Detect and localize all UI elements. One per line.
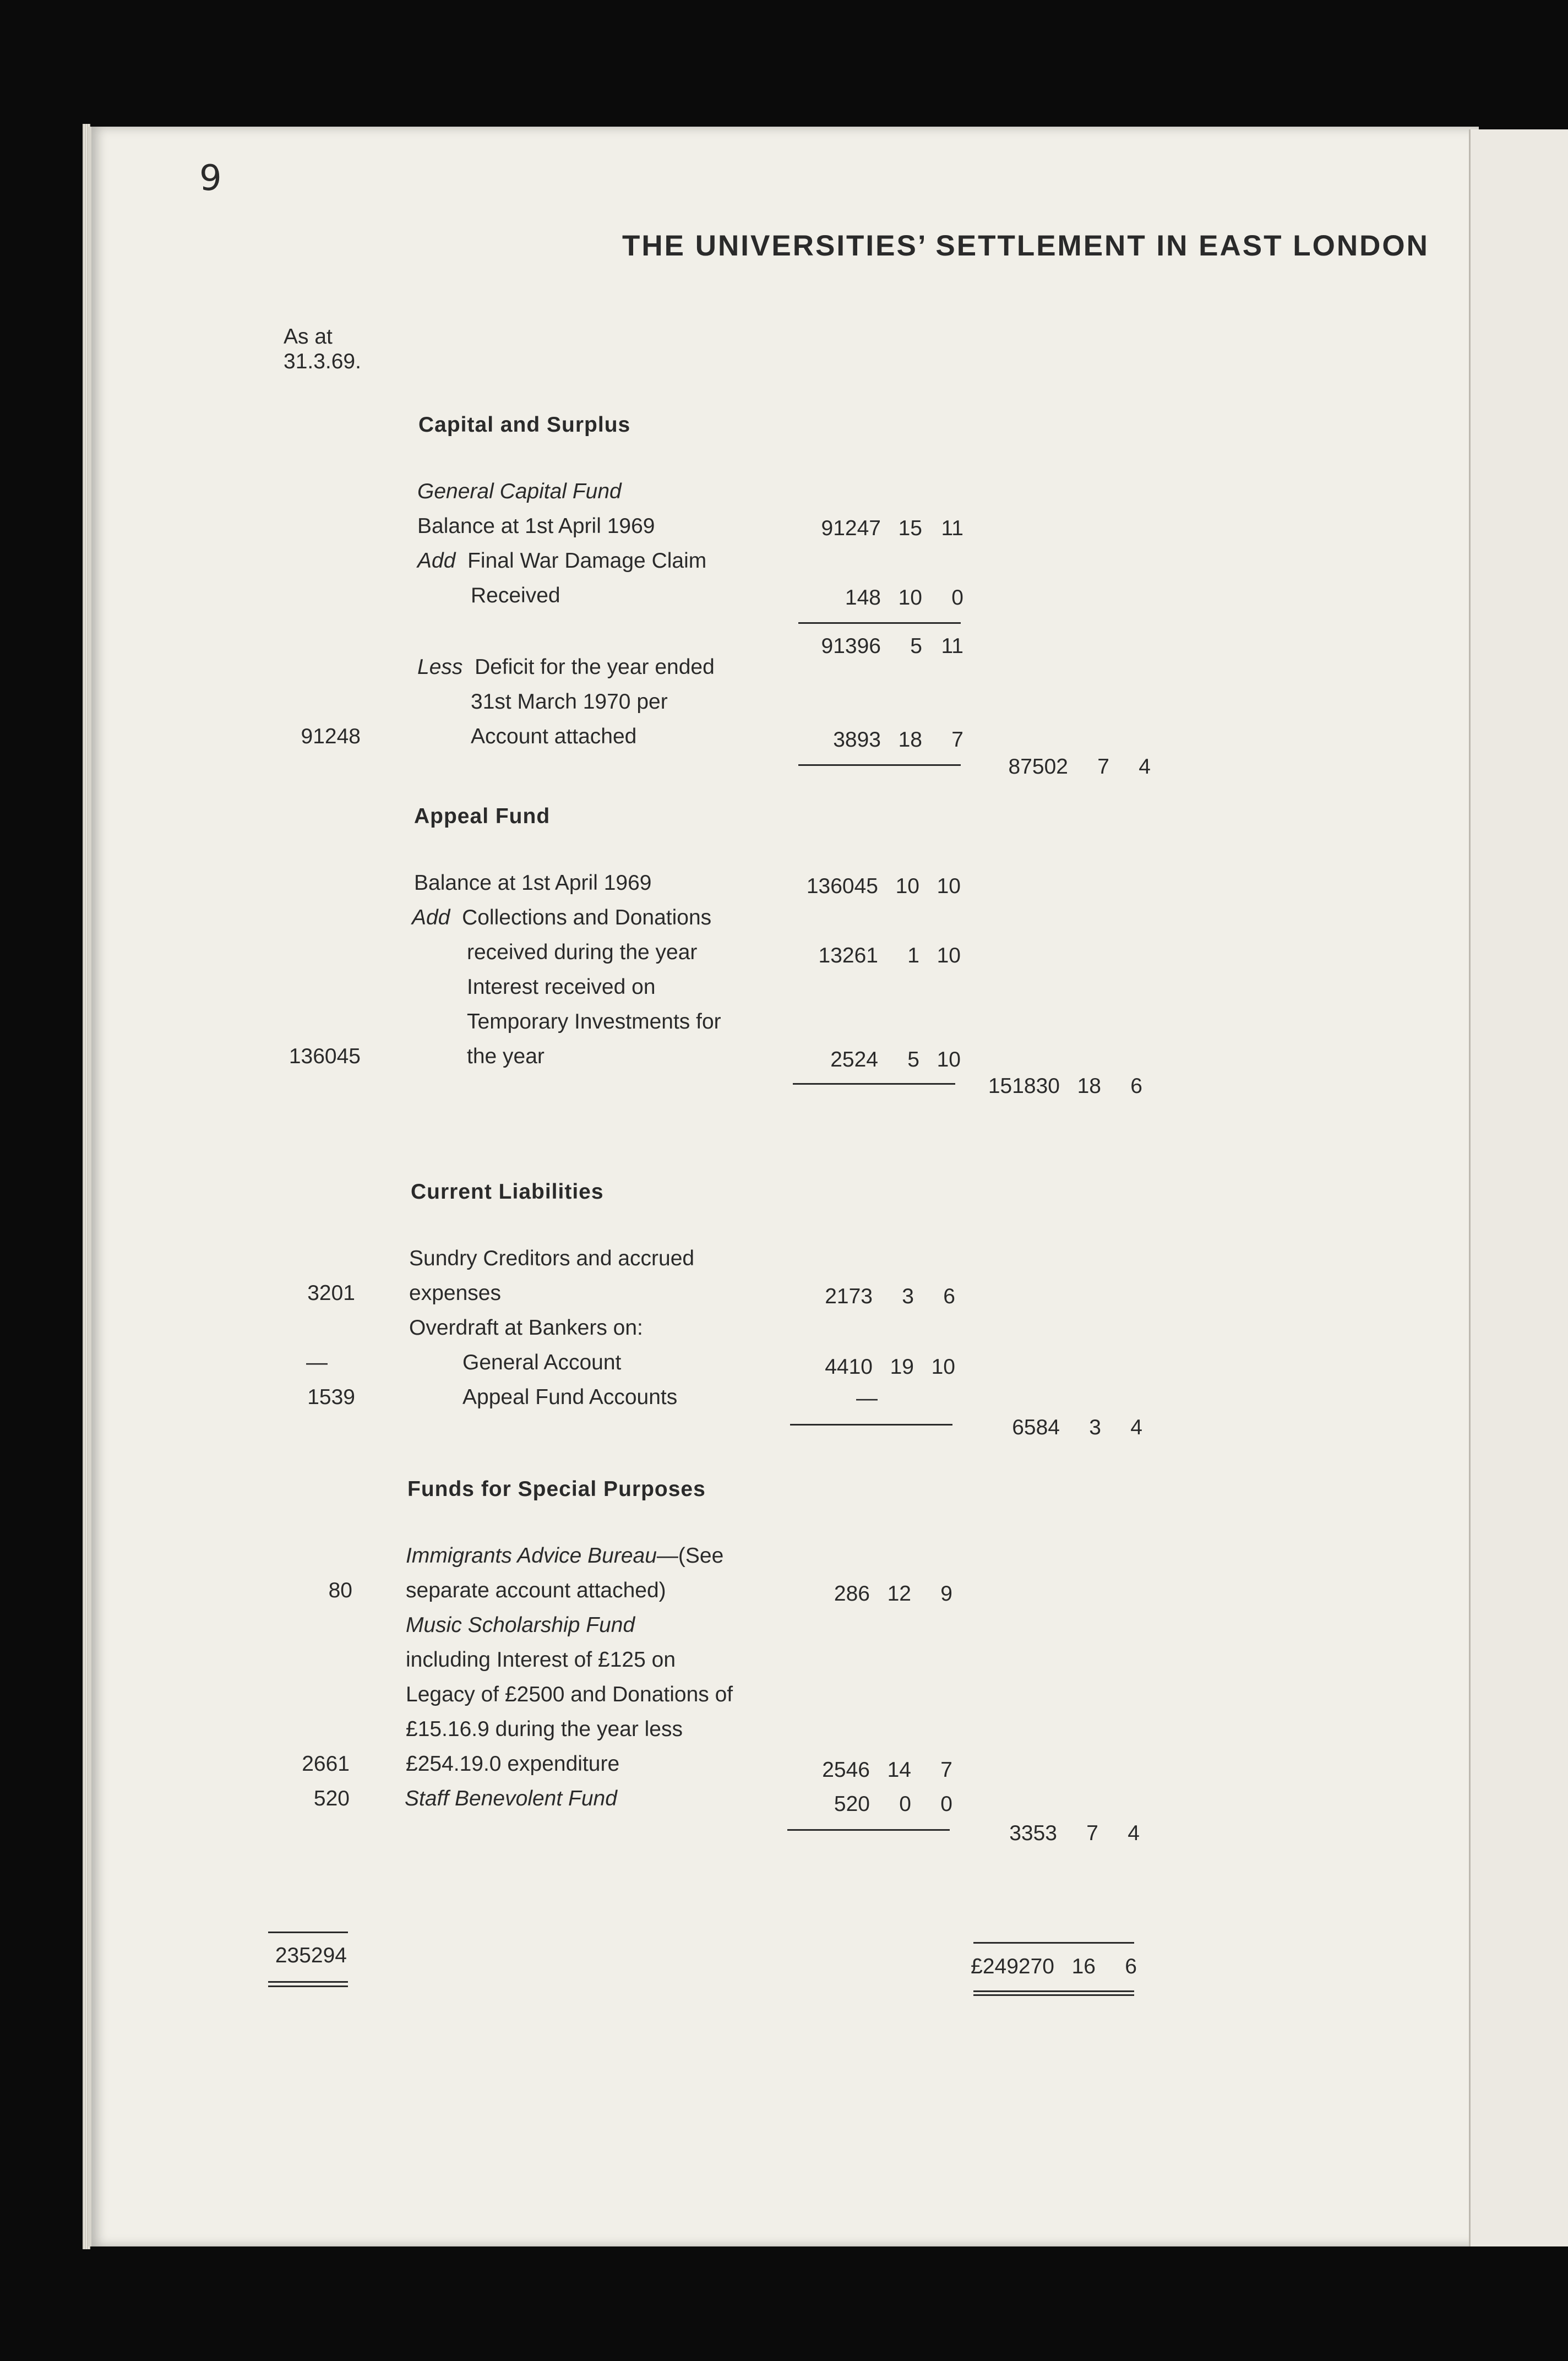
pence: 6 <box>1125 1955 1137 1978</box>
as-at-label: As at <box>284 325 333 349</box>
amount-row <box>776 1356 955 1378</box>
shillings: 7 <box>1097 755 1109 779</box>
amount-row <box>774 1759 952 1781</box>
capital-line3b: 31st March 1970 per <box>471 690 668 714</box>
pounds: 91247 <box>821 516 881 540</box>
rule <box>973 1942 1134 1944</box>
as-at-date: 31.3.69. <box>284 350 361 373</box>
pounds: 6584 <box>1012 1416 1060 1439</box>
amount-row <box>793 587 963 608</box>
shillings: 1 <box>907 944 919 967</box>
add-word: Add <box>417 549 456 573</box>
shillings: 12 <box>887 1582 911 1606</box>
capital-fund-title: General Capital Fund <box>417 480 622 503</box>
pence: 7 <box>951 728 963 752</box>
pounds: 3893 <box>833 728 881 752</box>
special-line4: Legacy of £2500 and Donations of <box>406 1683 733 1706</box>
rule <box>268 1985 348 1987</box>
pounds: 2524 <box>830 1048 878 1071</box>
pence: 6 <box>1130 1074 1142 1098</box>
shillings: 5 <box>907 1048 919 1071</box>
prior-appeal-overdraft: 1539 <box>307 1385 355 1409</box>
current-line2: Overdraft at Bankers on: <box>409 1316 643 1340</box>
add-word: Add <box>412 906 450 929</box>
shillings: 18 <box>898 728 922 752</box>
amount-row <box>782 945 961 966</box>
shillings: 15 <box>898 516 922 540</box>
prior-general: — <box>306 1351 328 1374</box>
amount-row <box>793 729 963 750</box>
amount-row <box>774 1583 952 1604</box>
current-line1a: Sundry Creditors and accrued <box>409 1247 695 1270</box>
shillings: 7 <box>1086 1821 1098 1845</box>
staff-fund-title: Staff Benevolent Fund <box>405 1787 617 1810</box>
appeal-line2a: Collections and Donations <box>462 906 712 929</box>
shillings: 3 <box>1089 1416 1101 1439</box>
pence: 9 <box>940 1582 952 1606</box>
immigrants-fund-title: Immigrants Advice Bureau <box>406 1544 657 1568</box>
prior-staff: 520 <box>313 1787 350 1810</box>
special-line6: £254.19.0 expenditure <box>406 1752 620 1776</box>
pounds: 286 <box>834 1582 870 1606</box>
total-row <box>980 756 1151 777</box>
total-row <box>958 1075 1142 1097</box>
pence: 10 <box>937 1048 961 1071</box>
pounds: 3353 <box>1009 1821 1057 1845</box>
amount-row <box>774 1793 952 1815</box>
pence: 4 <box>1139 755 1151 779</box>
pence: 10 <box>937 944 961 967</box>
shillings: 10 <box>898 586 922 610</box>
prior-immigrants: 80 <box>328 1579 352 1602</box>
capital-line2b: Received <box>471 584 560 607</box>
shillings: 16 <box>1071 1955 1096 1978</box>
special-line1b: separate account attached) <box>406 1579 666 1602</box>
music-fund-title: Music Scholarship Fund <box>406 1613 635 1637</box>
section-heading-appeal: Appeal Fund <box>414 804 551 828</box>
prior-creditors: 3201 <box>307 1281 355 1305</box>
appeal-line2b: received during the year <box>467 940 698 964</box>
pence: 0 <box>951 586 963 610</box>
pounds: 91396 <box>821 634 881 658</box>
pence: 10 <box>937 874 961 898</box>
shillings: 5 <box>910 634 922 658</box>
capital-line2a: Final War Damage Claim <box>467 549 707 573</box>
rule <box>268 1932 348 1933</box>
current-line4: Appeal Fund Accounts <box>462 1385 678 1409</box>
current-line3: General Account <box>462 1351 622 1374</box>
shillings: 19 <box>890 1355 914 1379</box>
see-note: —(See <box>656 1544 724 1568</box>
shillings: 10 <box>895 874 919 898</box>
pounds: 136045 <box>806 874 878 898</box>
pence: 10 <box>931 1355 955 1379</box>
pence: 7 <box>940 1758 952 1782</box>
amount-row <box>776 1286 955 1307</box>
pounds: 13261 <box>818 944 878 967</box>
document-page <box>88 127 1479 2246</box>
pence: 6 <box>943 1285 955 1308</box>
rule <box>268 1981 348 1983</box>
amount-row <box>782 1049 961 1070</box>
section-heading-capital: Capital and Surplus <box>418 413 631 437</box>
total-row <box>974 1417 1142 1438</box>
pence: 11 <box>941 516 963 540</box>
appeal-line3a: Interest received on <box>467 975 656 999</box>
rule <box>790 1424 952 1426</box>
section-heading-current: Current Liabilities <box>411 1180 604 1204</box>
rule <box>787 1829 950 1831</box>
page-number: 9 <box>199 158 222 199</box>
capital-line3a: Deficit for the year ended <box>475 655 715 679</box>
total-row <box>972 1823 1140 1844</box>
less-word: Less <box>417 655 463 679</box>
pounds: £249270 <box>971 1955 1054 1978</box>
capital-line1: Balance at 1st April 1969 <box>417 514 655 538</box>
shillings: 14 <box>887 1758 911 1782</box>
pounds: 2173 <box>825 1285 873 1308</box>
facing-page-edge <box>1469 129 1568 2246</box>
prior-capital: 91248 <box>301 725 361 748</box>
pence: 4 <box>1128 1821 1140 1845</box>
pounds: 87502 <box>1008 755 1068 779</box>
prior-music: 2661 <box>302 1752 350 1776</box>
pounds: 148 <box>845 586 881 610</box>
shillings: 0 <box>899 1792 911 1816</box>
appeal-line1: Balance at 1st April 1969 <box>414 871 652 895</box>
appeal-line3c: the year <box>467 1045 545 1068</box>
current-line1b: expenses <box>409 1281 501 1305</box>
special-line3: including Interest of £125 on <box>406 1648 676 1672</box>
rule <box>793 1083 955 1085</box>
rule <box>973 1994 1134 1996</box>
rule <box>798 622 961 624</box>
dash-amount: — <box>856 1386 878 1410</box>
amount-row <box>793 518 963 539</box>
special-line5: £15.16.9 during the year less <box>406 1717 683 1741</box>
rule <box>973 1990 1134 1992</box>
prior-appeal: 136045 <box>288 1045 361 1068</box>
pence: 11 <box>941 634 963 658</box>
running-head: THE UNIVERSITIES’ SETTLEMENT IN EAST LONDON <box>622 230 1429 262</box>
amount-row <box>793 635 963 657</box>
pounds: 520 <box>834 1792 870 1816</box>
pounds: 4410 <box>825 1355 873 1379</box>
capital-line3c: Account attached <box>471 725 637 748</box>
shillings: 3 <box>902 1285 914 1308</box>
rule <box>798 764 961 766</box>
pence: 4 <box>1130 1416 1142 1439</box>
grand-total-row <box>958 1956 1137 1977</box>
amount-row <box>782 875 961 897</box>
pence: 0 <box>940 1792 952 1816</box>
prior-grand-total: 235294 <box>275 1944 347 1967</box>
appeal-line3b: Temporary Investments for <box>467 1010 721 1033</box>
section-heading-special: Funds for Special Purposes <box>407 1477 706 1501</box>
pounds: 151830 <box>988 1074 1060 1098</box>
pounds: 2546 <box>822 1758 870 1782</box>
shillings: 18 <box>1077 1074 1101 1098</box>
